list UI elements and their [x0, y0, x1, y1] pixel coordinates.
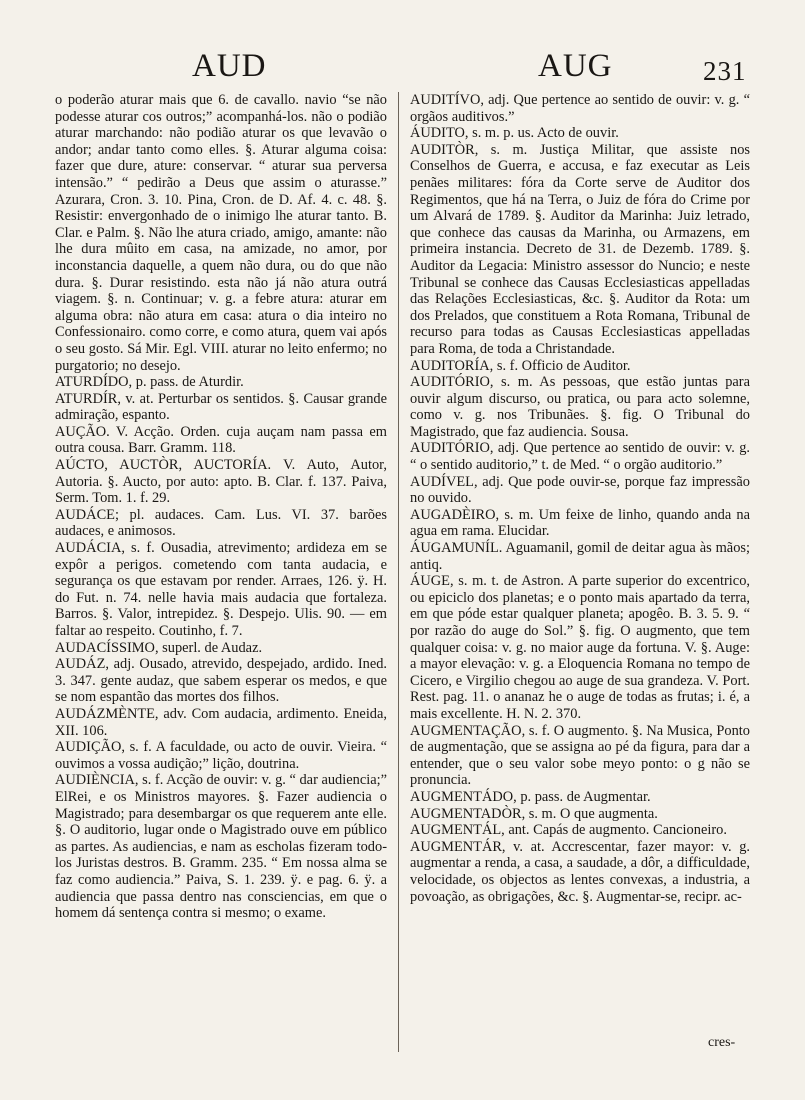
dictionary-entry: AUGADÈIRO, s. m. Um feixe de linho, quando anda na agua em rama. Elucidar. [410, 506, 750, 540]
dictionary-entry: ÁUDITO, s. m. p. us. Acto de ouvir. [410, 125, 619, 142]
dictionary-entry: ATURDÍR, v. at. Perturbar os sentidos. §. Causar grande admiração, espanto. [55, 390, 387, 424]
dictionary-entry: AUDITÍVO, adj. Que pertence ao sentido de ouvir: v. g. “ orgãos auditivos.” [410, 92, 750, 125]
dictionary-entry: AUDITORÍA, s. f. Officio de Auditor. [410, 357, 631, 374]
dictionary-entry: AUDITÓRIO, adj. Que pertence ao sentido de ouvir: v. g. “ o sentido auditorio,” t. de Med. “ o orgão auditorio.” [410, 440, 750, 474]
dictionary-entry: ATURDÍDO, p. pass. de Aturdir. [55, 374, 244, 391]
dictionary-entry: AUGMENTÁL, ant. Capás de augmento. Cancioneiro. [410, 822, 727, 839]
dictionary-entry: AÚCTO, AUCTÒR, AUCTORÍA. V. Auto, Autor, Autoria. §. Aucto, por auto: apto. B. Clar. f. 137. Paiva, Serm. Tom. 1. f. 29. [55, 457, 387, 507]
column-divider [398, 92, 399, 1052]
dictionary-entry: o poderão aturar mais que 6. de cavallo. navio “se não podesse aturar cos outros;” acompanhá-los. não o podião aturar marchando: não podião aturar os que levavão o andor; andar tanto como elles. §. Aturar alguma coisa: fazer que dure, ature: conservar. “ aturar sua perversa intensão.” “ pedirão a Deus que assim o aturasse.” Azurara, Cron. 3. 10. Pina, Cron. de D. Af. 4. c. 48. §. Resistir: envergonhado de o inimigo lhe aturar tanto. B. Clar. e Palm. §. Não lhe atura criado, amigo, amante: não lhe dura mûito em casa, na amizade, no amor, por inconstancia daquelle, a quem não dura, ou do que não dura. §. Durar resistindo. esta não já não atura outrá viagem. §. n. Continuar; v. g. a febre atura: aturar em alguma obra: não atura em casa: atura o dia inteiro no Confessionairo. como corre, e como atura, quem vai após o seu gosto. Sá Mir. Egl. VIII. aturar no leito enfermo; no purgatorio; no desejo. [55, 92, 387, 374]
right-column [410, 92, 750, 905]
left-column [55, 92, 387, 922]
dictionary-entry: AUDÁCE; pl. audaces. Cam. Lus. VI. 37. barões audaces, e animosos. [55, 506, 387, 540]
dictionary-entry: AUDÁZMÈNTE, adv. Com audacia, ardimento. Eneida, XII. 106. [55, 705, 387, 739]
dictionary-entry: AUDÁCIA, s. f. Ousadia, atrevimento; ardideza em se expôr a perigos. cometendo com tanta audacia, e segurança os que estavam por render. Arraes, 126. ÿ. H. do Fut. n. 74. nelle havia mais audacia que fortaleza. Barros. §. Valor, intrepidez. §. Despejo. Ulis. 90. — em faltar ao respeito. Coutinho, f. 7. [55, 540, 387, 639]
dictionary-entry: AUGMENTÁDO, p. pass. de Augmentar. [410, 788, 651, 805]
dictionary-entry: AUDÁZ, adj. Ousado, atrevido, despejado, ardido. Ined. 3. 347. gente audaz, que sabem esperar os medos, e que se nom espantão das mortes dos filhos. [55, 656, 387, 706]
dictionary-entry: AUDIÇÃO, s. f. A faculdade, ou acto de ouvir. Vieira. “ ouvimos a vossa audição;” lição, doutrina. [55, 739, 387, 772]
dictionary-entry: AUGMENTÁR, v. at. Accrescentar, fazer mayor: v. g. augmentar a renda, a casa, a saudade, a dôr, a difficuldade, velocidade, os objectos as lentes convexas, a industria, a povoação, as obrigações, &c. §. Augmentar-se, recipr. ac- [410, 838, 750, 905]
dictionary-entry: AUDACÍSSIMO, superl. de Audaz. [55, 639, 263, 656]
running-head-right: AUG [538, 48, 613, 84]
running-head-left: AUD [192, 48, 267, 84]
dictionary-entry: AUDIÈNCIA, s. f. Acção de ouvir: v. g. “ dar audiencia;” ElRei, e os Ministros mayores. §. Fazer audiencia o Magistrado; para desembargar os que requerem ante elle. §. O auditorio, lugar onde o Magistrado ouve em público as partes. As audiencias, e nam as escholas fizeram todo-los Juristas destros. B. Gramm. 235. “ Em nossa alma se faz como audiencia.” Paiva, S. 1. 239. ÿ. e pag. 6. ÿ. a audiencia que passa dentro nas consciencias, em que o homem dá sentença contra si mesmo; o exame. [55, 772, 387, 922]
dictionary-entry: AUGMENTAÇÃO, s. f. O augmento. §. Na Musica, Ponto de augmentação, que se assigna ao pé da figura, para dar a entender, que o seu valor sobe meyo ponto: o g não se pronuncia. [410, 722, 750, 789]
dictionary-entry: AUGMENTADÒR, s. m. O que augmenta. [410, 805, 658, 822]
dictionary-entry: AUDÍVEL, adj. Que pode ouvir-se, porque faz impressão no ouvido. [410, 473, 750, 507]
dictionary-entry: ÁUGAMUNÍL. Aguamanil, gomil de deitar agua às mãos; antiq. [410, 540, 750, 573]
dictionary-entry: ÁUGE, s. m. t. de Astron. A parte superior do excentrico, ou epiciclo dos planetas; e o ponto mais apartado da terra, em que póde estar qualquer planeta; apogêo. B. 3. 5. 9. “ por razão do auge do Sol.” §. fig. O augmento, que tem qualquer coisa: v. g. no maior auge da fortuna. V. §. Auge: a mayor elevação: v. g. a Eloquencia Romana no tempo de Cicero, e Virgilio chegou ao auge de sua grandeza. V. Port. Rest. pag. 11. o ananaz he o auge de todas as frutas; i. é, a mais excellente. H. N. 2. 370. [410, 573, 750, 722]
catchword: cres- [708, 1035, 736, 1050]
dictionary-entry: AUDITÓRIO, s. m. As pessoas, que estão juntas para ouvir algum discurso, ou pratica, ou para acto solemne, como v. g. nos Tribunães. §. fig. O Tribunal do Magistrado, que faz audiencia. Sousa. [410, 374, 750, 440]
dictionary-entry: AUÇÃO. V. Acção. Orden. cuja auçam nam passa em outra cousa. Barr. Gramm. 118. [55, 423, 387, 457]
page-number: 231 [703, 56, 747, 86]
dictionary-entry: AUDITÒR, s. m. Justiça Militar, que assiste nos Conselhos de Guerra, e accusa, e faz executar as Leis penães militares: fóra da Corte serve de Auditor dos Regimentos, que há na Terra, o Juiz de fóra do Crime por um Alvará de 1789. §. Auditor da Marinha: Juiz letrado, que conhece das causas da Marinha, ou Armazens, em primeira instancia. Decreto de 31. de Dezemb. 1789. §. Auditor da Legacia: Ministro assessor do Nuncio; e neste Tribunal se conhece das Causas Ecclesiasticas appelladas das Relações Ecclesiasticas, &c. §. Auditor da Rota: um dos Prelados, que constituem a Rota Romana, Tribunal de recurso para todas as Causas Ecclesiasticas appelladas para Roma, de toda a Christandade. [410, 141, 750, 357]
